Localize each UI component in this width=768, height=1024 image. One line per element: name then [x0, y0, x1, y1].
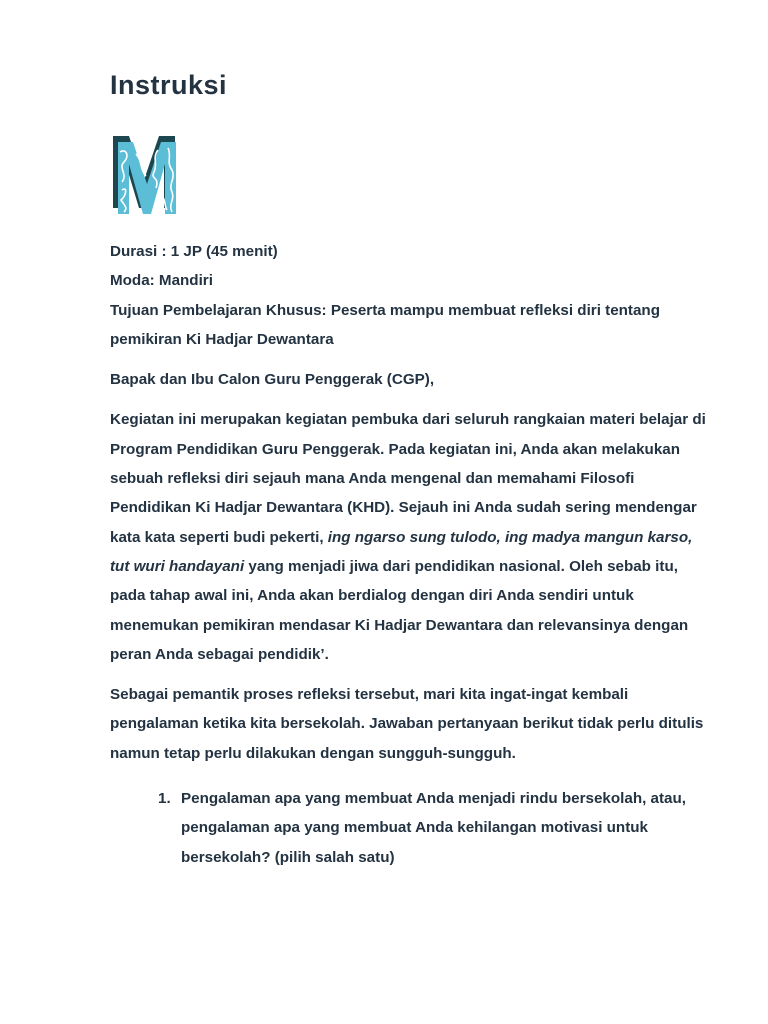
intro-text-2: yang menjadi jiwa dari pendidikan nasional. Oleh sebab itu, pada tahap awal ini, Anda akan berdialog dengan diri Anda sendiri untuk menemukan pemikiran mendasar Ki Hadjar Dewantara dan relevansinya dengan peran Anda sebagai pendidik’. — [110, 557, 689, 663]
intro-text-1: Kegiatan ini merupakan kegiatan pembuka dari seluruh rangkaian materi belajar di Program Pendidikan Guru Penggerak. Pada kegiatan ini, Anda akan melakukan sebuah refleksi diri sejauh mana Anda mengenal dan memahami Filosofi Pendidikan Ki Hadjar Dewantara (KHD). Sejauh ini Anda sudah sering mendengar kata kata seperti budi pekerti, — [110, 411, 706, 546]
list-number: 1. — [158, 790, 171, 808]
page-title: Instruksi — [110, 70, 228, 100]
list-text: Pengalaman apa yang membuat Anda menjadi rindu bersekolah, atau, pengalaman apa yang membuat Anda kehilangan motivasi untuk bersekolah? (pilih salah satu) — [181, 790, 686, 866]
duration-line: Durasi : 1 JP (45 menit) — [110, 243, 278, 260]
document-body — [110, 237, 710, 872]
learning-objective: Tujuan Pembelajaran Khusus: Peserta mampu membuat refleksi diri tentang pemikiran Ki Hadjar Dewantara — [110, 301, 660, 348]
list-item — [110, 784, 710, 872]
mode-line: Moda: Mandiri — [110, 272, 213, 290]
question-list — [110, 784, 710, 872]
intro-italic-phrase: ing ngarso sung tulodo, ing madya mangun karso, tut wuri handayani — [110, 528, 693, 575]
intro-paragraph — [110, 405, 710, 669]
greeting: Bapak dan Ibu Calon Guru Penggerak (CGP), — [110, 371, 435, 389]
trigger-paragraph: Sebagai pemantik proses refleksi tersebut, mari kita ingat-ingat kembali pengalaman ketika kita bersekolah. Jawaban pertanyaan berikut tidak perlu ditulis namun tetap perlu dilakukan dengan sungguh-sungguh. — [110, 686, 704, 762]
m-logo-icon — [110, 136, 184, 216]
